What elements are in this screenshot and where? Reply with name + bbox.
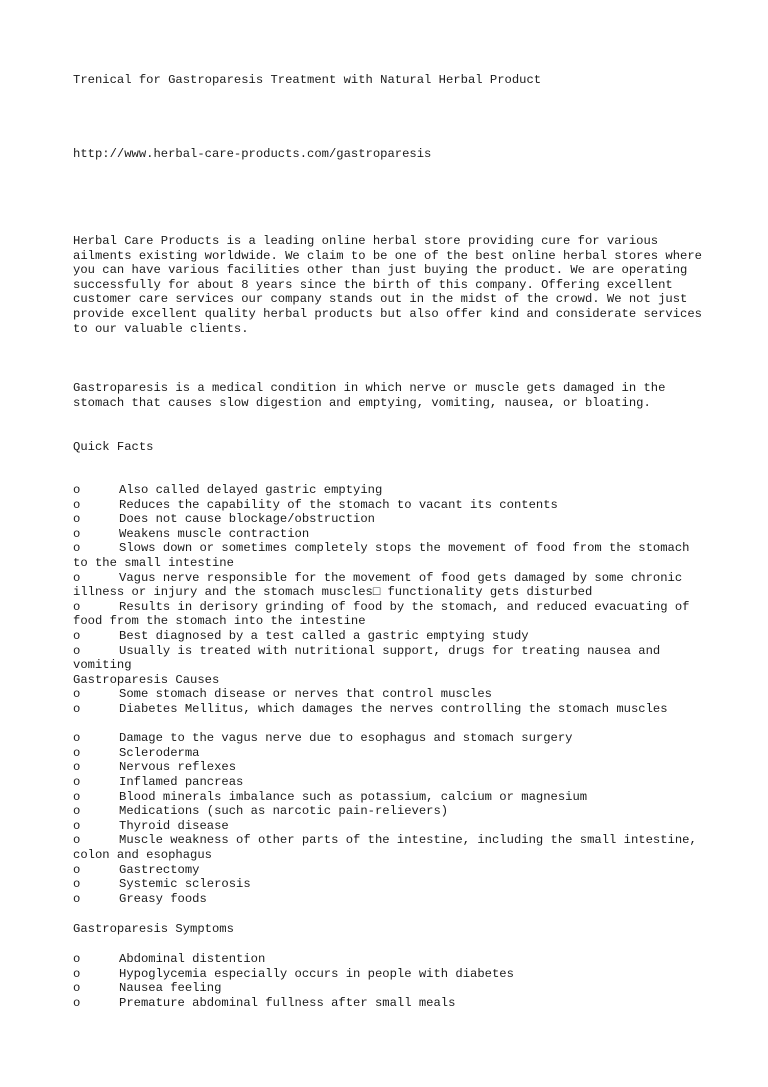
bullet-marker: o <box>73 981 81 996</box>
cause-item <box>73 819 703 834</box>
bullet-marker: o <box>73 952 81 966</box>
cause-item-text: Inflamed pancreas <box>119 775 244 789</box>
quick-fact-item <box>73 541 703 570</box>
bullet-marker: o <box>73 745 81 760</box>
bullet-marker: o <box>73 833 81 848</box>
quick-fact-item-text: Results in derisory grinding of food by the stomach, and reduced evacuating of food from the stomach into the intestine <box>73 599 690 629</box>
symptom-item <box>73 981 703 996</box>
bullet-marker: o <box>73 541 81 556</box>
symptom-item <box>73 967 703 982</box>
cause-item <box>73 877 703 892</box>
cause-item-text: Some stomach disease or nerves that control muscles <box>119 687 492 702</box>
symptom-item-text: Premature abdominal fullness after small meals <box>119 995 456 1010</box>
quick-fact-item <box>73 600 703 629</box>
cause-item-text: Scleroderma <box>119 745 200 760</box>
symptom-item <box>73 952 703 967</box>
symptom-item-text: Hypoglycemia especially occurs in people with diabetes <box>119 966 514 981</box>
cause-item <box>73 687 703 702</box>
cause-item <box>73 746 703 761</box>
bullet-marker: o <box>73 995 81 1010</box>
quick-fact-item-text: Best diagnosed by a test called a gastric emptying study <box>119 629 529 643</box>
cause-item <box>73 833 703 862</box>
cause-item <box>73 790 703 805</box>
cause-item-text: Thyroid disease <box>119 818 229 833</box>
cause-item <box>73 760 703 775</box>
symptom-item-text: Abdominal distention <box>119 952 266 966</box>
bullet-marker: o <box>73 804 81 819</box>
causes-heading: Gastroparesis Causes <box>73 672 220 687</box>
cause-item-text: Blood minerals imbalance such as potassium, calcium or magnesium <box>119 789 588 804</box>
bullet-marker: o <box>73 702 81 716</box>
quick-fact-item <box>73 644 703 673</box>
quick-fact-item <box>73 498 703 513</box>
cause-item <box>73 804 703 819</box>
quick-fact-item-text: Does not cause blockage/obstruction <box>119 512 375 527</box>
cause-item <box>73 863 703 878</box>
cause-item <box>73 731 703 746</box>
bullet-marker: o <box>73 483 81 497</box>
bullet-marker: o <box>73 877 81 892</box>
quick-fact-item <box>73 483 703 498</box>
cause-item-text: Systemic sclerosis <box>119 877 251 892</box>
intro-paragraph: Herbal Care Products is a leading online herbal store providing cure for various ailments existing worldwide. We claim to be one of the best online herbal stores where you can have various facilities other than just buying the product. We are operating successfully for about 8 years since the birth of this company. Offering excellent customer care services our company stands out in the midst of the crowd. We not just provide excellent quality herbal products but also offer kind and considerate services to our valuable clients. <box>73 234 702 336</box>
bullet-marker: o <box>73 731 81 746</box>
bullet-marker: o <box>73 891 81 906</box>
quick-fact-item-text: Slows down or sometimes completely stops the movement of food from the stomach to the small intestine <box>73 541 690 570</box>
bullet-marker: o <box>73 789 81 804</box>
bullet-marker: o <box>73 966 81 981</box>
cause-item <box>73 892 703 907</box>
bullet-marker: o <box>73 775 81 789</box>
cause-item-text: Gastrectomy <box>119 862 200 877</box>
symptoms-heading: Gastroparesis Symptoms <box>73 922 234 936</box>
bullet-marker: o <box>73 862 81 877</box>
symptom-item-text: Nausea feeling <box>119 981 222 996</box>
quick-fact-item <box>73 527 703 542</box>
symptom-item <box>73 996 703 1011</box>
cause-item <box>73 702 703 717</box>
definition-paragraph: Gastroparesis is a medical condition in which nerve or muscle gets damaged in the stomach that causes slow digestion and emptying, vomiting, nausea, or bloating. <box>73 381 666 410</box>
cause-item-text: Diabetes Mellitus, which damages the nerves controlling the stomach muscles <box>119 702 668 716</box>
cause-item-text: Nervous reflexes <box>119 760 237 775</box>
quick-fact-item <box>73 512 703 527</box>
quick-fact-item-text: Usually is treated with nutritional support, drugs for treating nausea and vomiting <box>73 643 661 673</box>
quick-fact-item <box>73 571 703 600</box>
cause-item-text: Greasy foods <box>119 891 207 906</box>
bullet-marker: o <box>73 497 81 512</box>
quick-fact-item-text: Weakens muscle contraction <box>119 526 310 541</box>
bullet-marker: o <box>73 818 81 833</box>
bullet-marker: o <box>73 687 81 702</box>
bullet-marker: o <box>73 629 81 643</box>
quick-fact-item-text: Also called delayed gastric emptying <box>119 483 383 497</box>
bullet-marker: o <box>73 526 81 541</box>
cause-item <box>73 775 703 790</box>
bullet-marker: o <box>73 570 81 585</box>
cause-item-text: Damage to the vagus nerve due to esophagus and stomach surgery <box>119 731 573 746</box>
quick-facts-heading: Quick Facts <box>73 440 154 454</box>
quick-fact-item <box>73 629 703 644</box>
cause-item-text: Medications (such as narcotic pain-relievers) <box>119 804 449 819</box>
bullet-marker: o <box>73 643 81 658</box>
quick-fact-item-text: Reduces the capability of the stomach to vacant its contents <box>119 497 558 512</box>
document-title: Trenical for Gastroparesis Treatment with Natural Herbal Product <box>73 73 542 87</box>
bullet-marker: o <box>73 512 81 527</box>
source-url: http://www.herbal-care-products.com/gastroparesis <box>73 147 432 161</box>
cause-item-text: Muscle weakness of other parts of the intestine, including the small intestine, colon and esophagus <box>73 833 697 862</box>
bullet-marker: o <box>73 599 81 614</box>
quick-fact-item-text: Vagus nerve responsible for the movement of food gets damaged by some chronic illness or injury and the stomach muscles□ functionality gets disturbed <box>73 570 683 600</box>
bullet-marker: o <box>73 760 81 775</box>
